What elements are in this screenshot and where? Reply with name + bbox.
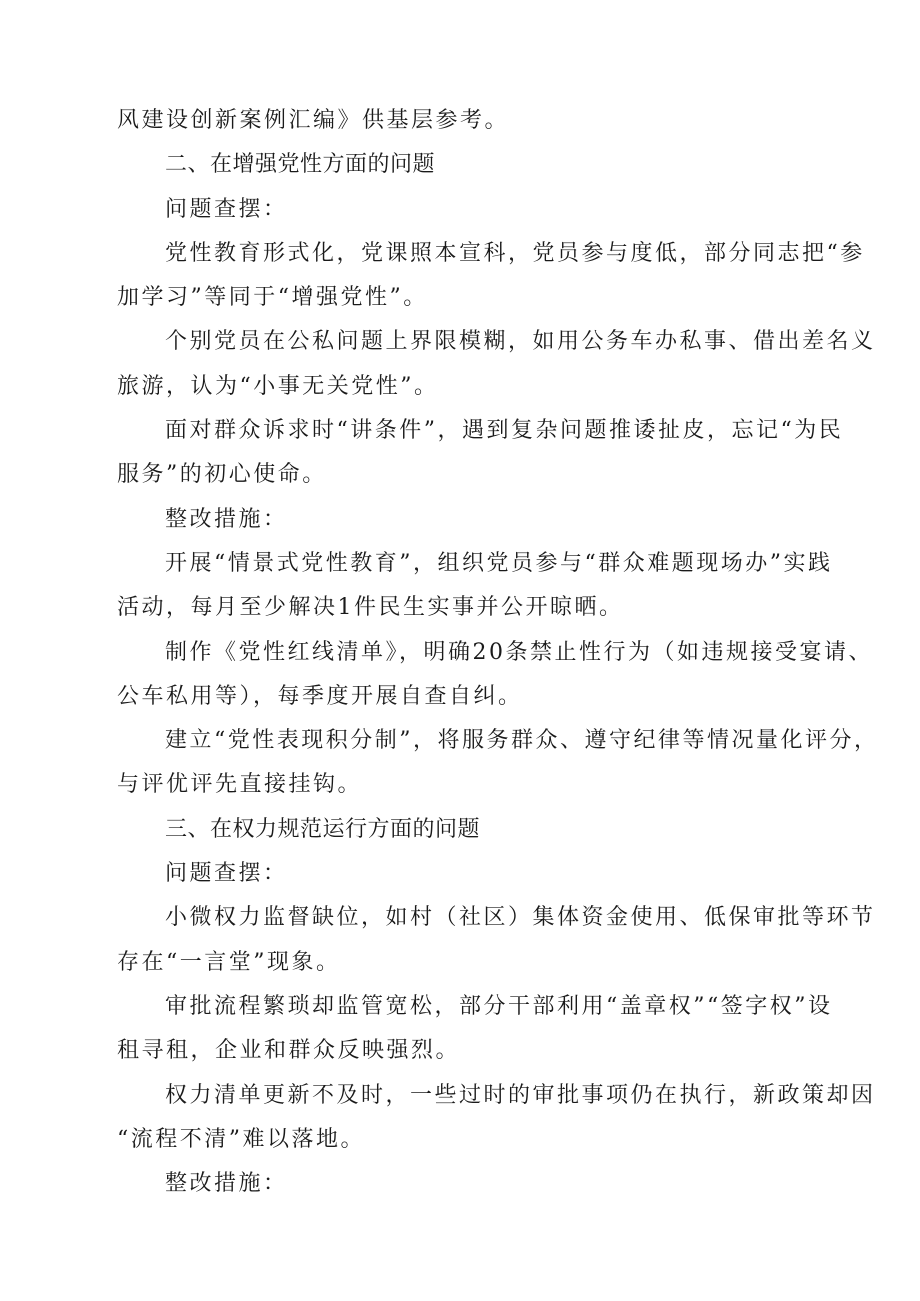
paragraph-line: 存在“一言堂”现象。 xyxy=(117,949,341,975)
paragraph-line: 开展“情景式党性教育”，组织党员参与“群众难题现场办”实践 xyxy=(165,550,833,576)
paragraph-line: 旅游，认为“小事无关党性”。 xyxy=(117,373,439,399)
paragraph-line: 制作《党性红线清单》，明确20条禁止性行为（如违规接受宴请、 xyxy=(165,639,873,665)
paragraph-line: “流程不清”难以落地。 xyxy=(117,1126,365,1152)
paragraph-line: 活动，每月至少解决1件民生实事并公开晾晒。 xyxy=(117,595,624,621)
section-heading-power: 三、在权力规范运行方面的问题 xyxy=(165,816,481,842)
paragraph-line: 加学习”等同于“增强党性”。 xyxy=(117,285,428,311)
paragraph-line: 公车私用等），每季度开展自查自纠。 xyxy=(117,683,523,709)
subheading-problems: 问题查摆： xyxy=(165,861,288,887)
subheading-problems: 问题查摆： xyxy=(165,196,288,222)
paragraph-line: 个别党员在公私问题上界限模糊，如用公务车办私事、借出差名义 xyxy=(165,329,876,355)
paragraph-line: 租寻租，企业和群众反映强烈。 xyxy=(117,1038,461,1064)
paragraph-line: 与评优评先直接挂钩。 xyxy=(117,772,363,798)
section-heading-party-spirit: 二、在增强党性方面的问题 xyxy=(165,152,436,178)
subheading-measures: 整改措施： xyxy=(165,1171,288,1197)
paragraph-line: 权力清单更新不及时，一些过时的审批事项仍在执行，新政策却因 xyxy=(165,1082,876,1108)
subheading-measures: 整改措施： xyxy=(165,506,288,532)
paragraph-continuation: 风建设创新案例汇编》供基层参考。 xyxy=(117,108,510,133)
paragraph-line: 小微权力监督缺位，如村（社区）集体资金使用、低保审批等环节 xyxy=(165,905,876,931)
paragraph-line: 党性教育形式化，党课照本宣科，党员参与度低，部分同志把“参 xyxy=(165,240,865,266)
paragraph-line: 建立“党性表现积分制”，将服务群众、遵守纪律等情况量化评分， xyxy=(165,728,879,754)
paragraph-line: 服务”的初心使命。 xyxy=(117,462,327,488)
paragraph-line: 审批流程繁琐却监管宽松，部分干部利用“盖章权”“签字权”设 xyxy=(165,993,833,1019)
paragraph-line: 面对群众诉求时“讲条件”，遇到复杂问题推诿扯皮，忘记“为民 xyxy=(165,418,844,444)
